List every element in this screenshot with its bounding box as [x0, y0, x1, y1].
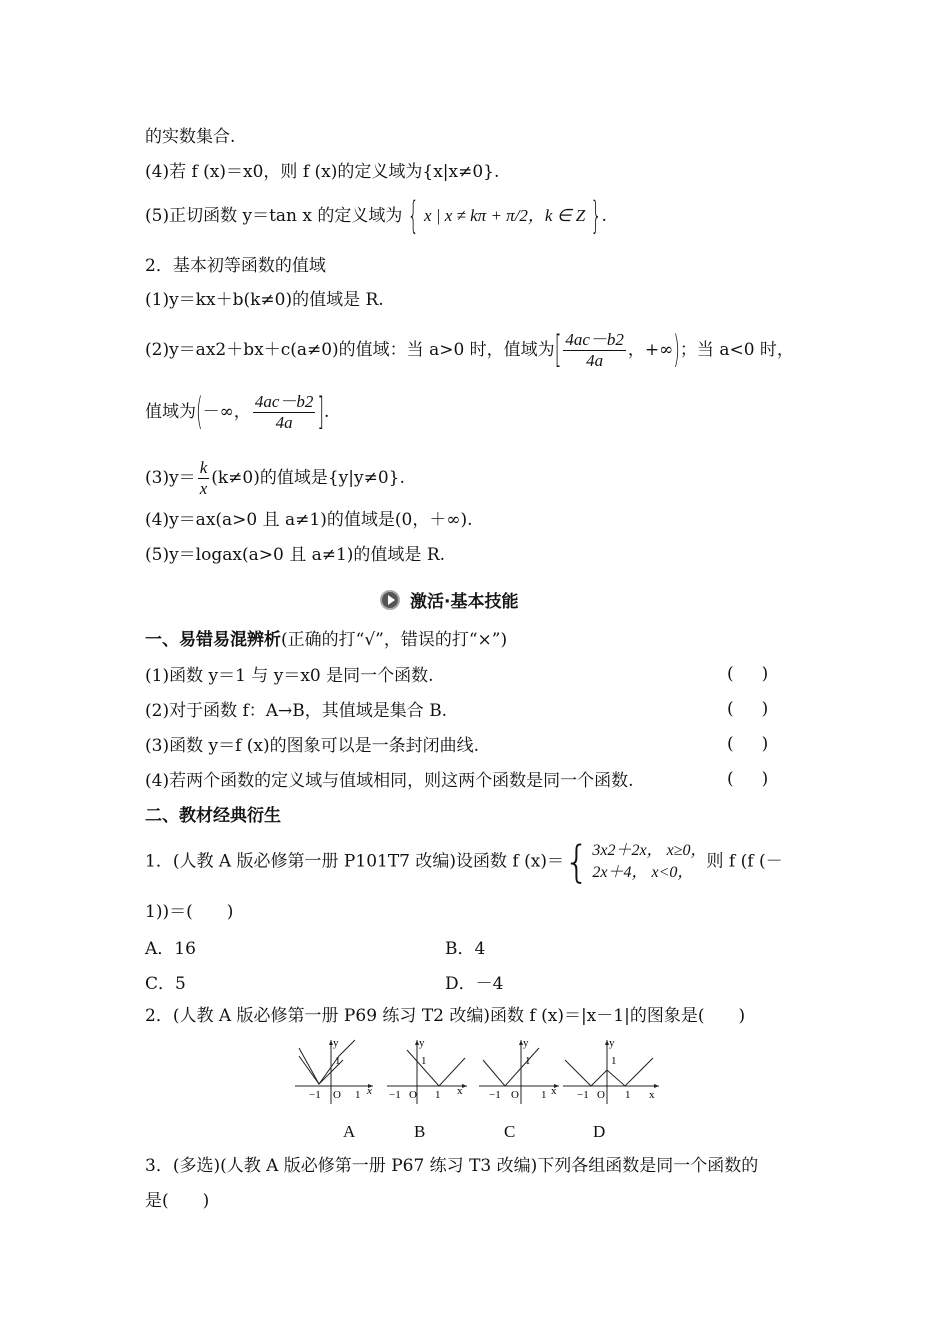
question-3-cont: 是( )	[145, 1191, 210, 1211]
question-1: 1．(人教 A 版必修第一册 P101T7 改编)设函数 f (x)＝ { 3x2＋2x， x≥0， 2x＋4， x<0， 则 f (f (－	[145, 836, 783, 888]
svg-text:O: O	[333, 1089, 341, 1101]
question-1-cont: 1))＝( )	[145, 902, 234, 922]
svg-text:−1: −1	[309, 1089, 321, 1101]
svg-text:1: 1	[335, 1055, 341, 1067]
svg-text:O: O	[597, 1089, 605, 1101]
graph-label-c[interactable]: C	[504, 1122, 516, 1141]
graph-a[interactable]	[295, 1038, 373, 1104]
svg-text:1: 1	[435, 1089, 441, 1101]
text-line: (5)y＝logax(a>0 且 a≠1)的值域是 R.	[145, 545, 446, 565]
heading-range: 2．基本初等函数的值域	[145, 256, 326, 276]
svg-text:1: 1	[355, 1089, 361, 1101]
judge-item: (4)若两个函数的定义域与值域相同，则这两个函数是同一个函数.	[145, 771, 634, 791]
graph-label-b[interactable]: B	[414, 1122, 426, 1141]
answer-paren[interactable]: ( )	[727, 699, 769, 719]
question-2: 2．(人教 A 版必修第一册 P69 练习 T2 改编)函数 f (x)＝|x－1|的图象是( )	[145, 1006, 746, 1026]
text-line-reciprocal: (3)y＝ $\frac{k}{x}$ (k≠0)的值域是{y|y≠0}.	[145, 458, 405, 498]
skills-banner	[380, 587, 518, 612]
graph-label-a[interactable]: A	[343, 1122, 356, 1141]
option-c[interactable]: C．5	[145, 974, 186, 994]
text-line: (4)若 f (x)＝x0，则 f (x)的定义域为{x|x≠0}.	[145, 162, 500, 182]
svg-text:y: y	[419, 1038, 425, 1049]
svg-text:x: x	[457, 1085, 463, 1097]
svg-text:x: x	[649, 1089, 655, 1101]
reciprocal-fraction: $\frac{k}{x}$	[199, 458, 208, 498]
section2-heading: 二、教材经典衍生	[145, 806, 281, 826]
section1-note: (正确的打“√”，错误的打“×”)	[281, 630, 508, 650]
svg-text:−1: −1	[577, 1089, 589, 1101]
answer-paren[interactable]: ( )	[727, 734, 769, 754]
svg-text:1: 1	[541, 1089, 547, 1101]
svg-text:1: 1	[525, 1055, 531, 1067]
piecewise-function: { 3x2＋2x， x≥0， 2x＋4， x<0，	[563, 836, 707, 888]
tan-domain-prefix: (5)正切函数 y＝tan x 的定义域为	[145, 206, 403, 226]
svg-text:1: 1	[611, 1055, 617, 1067]
svg-text:1: 1	[625, 1089, 631, 1101]
svg-text:x: x	[367, 1085, 372, 1097]
text-line: (1)y＝kx＋b(k≠0)的值域是 R.	[145, 290, 384, 310]
judge-item: (1)函数 y＝1 与 y＝x0 是同一个函数.	[145, 666, 434, 686]
tan-domain-set: x | x ≠ kπ + π/2，k ∈ Z	[424, 206, 586, 225]
graph-d[interactable]	[563, 1038, 659, 1104]
judge-item: (2)对于函数 f：A→B，其值域是集合 B.	[145, 701, 448, 721]
quadratic-fraction: $\frac{4ac-b2}{4a}$	[565, 330, 624, 370]
text-line-quadratic-range: (2)y＝ax2＋bx＋c(a≠0)的值域：当 a>0 时，值域为[ $\frac{4ac-b2}{4a}$ ，+∞)；当 a<0 时，	[145, 328, 794, 373]
option-b[interactable]: B．4	[445, 939, 486, 959]
answer-paren[interactable]: ( )	[727, 664, 769, 684]
graph-c[interactable]	[479, 1038, 559, 1104]
svg-text:y: y	[609, 1038, 615, 1049]
judge-item: (3)函数 y＝f (x)的图象可以是一条封闭曲线.	[145, 736, 480, 756]
banner-title: 激活·基本技能	[410, 592, 519, 612]
text-line-quadratic-range-neg: 值域为(－∞， $\frac{4ac-b2}{4a}$ ].	[145, 390, 330, 435]
svg-text:O: O	[409, 1089, 417, 1101]
svg-text:−1: −1	[389, 1089, 401, 1101]
question-3: 3．(多选)(人教 A 版必修第一册 P67 练习 T3 改编)下列各组函数是同一个函数的	[145, 1156, 759, 1176]
graph-b[interactable]	[387, 1038, 467, 1104]
graph-label-d[interactable]: D	[593, 1122, 606, 1141]
answer-graphs	[295, 1038, 665, 1108]
answer-paren[interactable]: ( )	[727, 769, 769, 789]
text-line: (4)y＝ax(a>0 且 a≠1)的值域是(0，＋∞).	[145, 510, 473, 530]
option-d[interactable]: D．－4	[445, 974, 504, 994]
play-icon	[380, 590, 400, 610]
text-line: 的实数集合.	[145, 127, 236, 147]
text-line-tan-domain: (5)正切函数 y＝tan x 的定义域为 { x | x ≠ kπ + π/2，k ∈ Z }.	[145, 194, 607, 239]
svg-text:O: O	[511, 1089, 519, 1101]
option-a[interactable]: A．16	[145, 939, 196, 959]
svg-text:y: y	[523, 1038, 529, 1049]
quadratic-prefix: (2)y＝ax2＋bx＋c(a≠0)的值域：当 a>0 时，值域为	[145, 340, 555, 360]
svg-text:x: x	[551, 1085, 557, 1097]
quadratic-fraction-2: $\frac{4ac-b2}{4a}$	[254, 392, 314, 432]
section1-heading: 一、易错易混辨析	[145, 630, 281, 650]
section1-heading-line	[145, 628, 507, 652]
svg-text:1: 1	[421, 1055, 427, 1067]
svg-text:y: y	[333, 1038, 339, 1049]
svg-text:−1: −1	[489, 1089, 501, 1101]
